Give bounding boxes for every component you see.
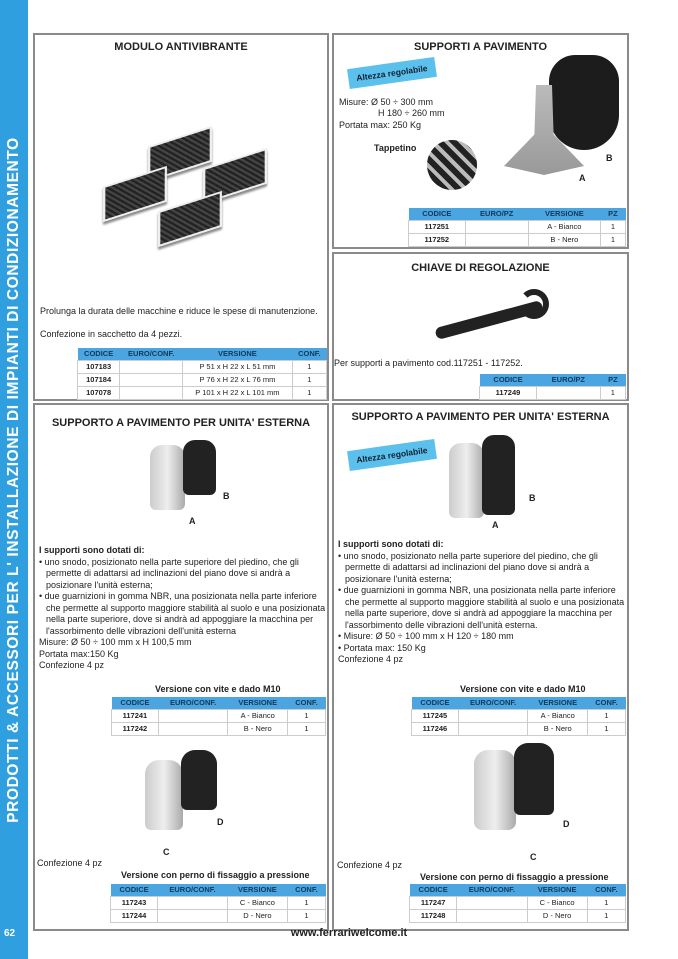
table-header-row: [410, 884, 626, 896]
column-header: VERSIONE: [528, 208, 600, 220]
table-row: [480, 386, 626, 399]
column-header: EURO/CONF.: [458, 697, 528, 709]
table-cell: 1: [600, 386, 625, 399]
support-black-image: [482, 435, 515, 515]
column-header: VERSIONE: [528, 697, 588, 709]
table-cell: 1: [292, 373, 326, 386]
panel-title: SUPPORTI A PAVIMENTO: [413, 41, 548, 53]
table-cell: A - Bianco: [228, 709, 288, 722]
table-cell: [458, 722, 528, 735]
pack-info: Confezione 4 pz: [37, 858, 103, 868]
column-header: CODICE: [111, 884, 158, 896]
column-header: EURO/CONF.: [158, 697, 228, 709]
table-cell: 1: [587, 896, 625, 909]
table-header-row: [409, 208, 626, 220]
column-header: EURO/CONF.: [120, 348, 183, 360]
table-cell: P 101 x H 22 x L 101 mm: [183, 386, 293, 399]
table-cell: 1: [292, 386, 326, 399]
table-cell: 1: [600, 233, 625, 246]
product-code: 117246: [412, 722, 459, 735]
table-row: [409, 220, 626, 233]
table-cell: 1: [587, 909, 625, 922]
pack-info: Confezione 4 pz: [337, 860, 403, 870]
product-code: 117245: [412, 709, 459, 722]
table-cell: 1: [287, 909, 325, 922]
features-intro: I supporti sono dotati di:: [338, 539, 444, 549]
table-cell: [120, 386, 183, 399]
table-cell: B - Nero: [528, 233, 600, 246]
label-a: A: [189, 516, 196, 526]
column-header: CODICE: [480, 374, 537, 386]
feature-item: • due guarnizioni in gomma NBR, una posizionata nella parte inferiore che permette al supporto maggiore stabilità al suolo e una posizionata nella parte superiore, dove si andrà ad appoggiare la macchina per l'assorbimento delle vibrazioni dell'unità esterna.: [338, 585, 625, 630]
table-row: [410, 896, 626, 909]
table-header-row: [111, 884, 326, 896]
table-cell: [457, 896, 527, 909]
adjustable-height-badge: Altezza regolabile: [347, 439, 437, 471]
column-header: CODICE: [78, 348, 120, 360]
table-row: [78, 386, 327, 399]
version-title: Versione con vite e dado M10: [460, 684, 586, 694]
product-table: [408, 208, 626, 247]
column-header: CONF.: [588, 697, 626, 709]
product-code: 117251: [409, 220, 466, 233]
pack-info: Confezione in sacchetto da 4 pezzi.: [40, 329, 183, 339]
table-cell: A - Bianco: [528, 220, 600, 233]
column-header: CODICE: [409, 208, 466, 220]
measures: Misure: Ø 50 ÷ 100 mm x H 100,5 mm: [39, 637, 192, 647]
table-row: [111, 896, 326, 909]
tappetino-detail-image: [427, 140, 477, 190]
pack-info: Confezione 4 pz: [338, 654, 404, 664]
table-cell: B - Nero: [228, 722, 288, 735]
column-header: CONF.: [288, 697, 326, 709]
table-row: [78, 360, 327, 373]
product-code: 117244: [111, 909, 158, 922]
page-number: 62: [4, 928, 16, 939]
product-code: 117241: [112, 709, 159, 722]
feature-item: • uno snodo, posizionato nella parte superiore del piedino, che gli permette di adattarsi ad inclinazioni del piano dove si andrà a posizionare l'unità esterna;: [338, 550, 598, 584]
table-cell: 1: [588, 722, 626, 735]
product-code: 117243: [111, 896, 158, 909]
table-row: [78, 373, 327, 386]
table-cell: P 51 x H 22 x L 51 mm: [183, 360, 293, 373]
label-c: C: [163, 847, 170, 857]
product-table: [110, 884, 326, 923]
product-code: 107183: [78, 360, 120, 373]
label-d: D: [217, 817, 224, 827]
label-d: D: [563, 819, 570, 829]
pack-info: Confezione 4 pz: [39, 660, 105, 670]
table-cell: 1: [292, 360, 326, 373]
table-cell: [158, 909, 228, 922]
table-cell: C - Bianco: [227, 896, 287, 909]
column-header: EURO/CONF.: [457, 884, 527, 896]
product-code: 117248: [410, 909, 457, 922]
version-title: Versione con vite e dado M10: [155, 684, 281, 694]
floor-support-black-image: [549, 55, 619, 150]
max-load: Portata max: 250 Kg: [339, 120, 422, 130]
support-white-image: [150, 445, 185, 510]
column-header: VERSIONE: [228, 697, 288, 709]
product-table: [479, 374, 626, 400]
support-white-c-image: [474, 750, 516, 830]
support-white-image: [449, 443, 484, 518]
max-load: Portata max:150 Kg: [39, 648, 119, 659]
features: [39, 545, 327, 672]
description: Per supporti a pavimento cod.117251 - 117252.: [334, 358, 523, 368]
table-header-row: [480, 374, 626, 386]
feature-item: • due guarnizioni in gomma NBR, una posizionata nella parte inferiore che permette al supporto maggiore stabilità al suolo e una posizionata nella parte superiore, dove si andrà ad appoggiare la macchina per l'assorbimento delle vibrazioni dell'unità esterna: [39, 591, 326, 636]
footer-url[interactable]: www.ferrariwelcome.it: [290, 927, 408, 939]
column-header: PZ: [600, 208, 625, 220]
table-row: [410, 909, 626, 922]
product-code: 107184: [78, 373, 120, 386]
table-cell: 1: [600, 220, 625, 233]
table-cell: A - Bianco: [528, 709, 588, 722]
product-code: 117242: [112, 722, 159, 735]
label-a: A: [492, 520, 499, 530]
column-header: VERSIONE: [527, 884, 587, 896]
column-header: CODICE: [410, 884, 457, 896]
column-header: VERSIONE: [227, 884, 287, 896]
description: Prolunga la durata delle macchine e riduce le spese di manutenzione.: [40, 306, 318, 316]
table-cell: P 76 x H 22 x L 76 mm: [183, 373, 293, 386]
features: [338, 539, 628, 666]
product-table: [111, 697, 326, 736]
table-cell: [458, 709, 528, 722]
sidebar: [0, 0, 28, 959]
column-header: CONF.: [287, 884, 325, 896]
table-cell: 1: [588, 709, 626, 722]
version-title: Versione con perno di fissaggio a pressione: [420, 872, 609, 882]
product-code: 117252: [409, 233, 466, 246]
table-row: [412, 709, 626, 722]
label-b: B: [529, 493, 536, 503]
product-code: 117249: [480, 386, 537, 399]
table-row: [112, 709, 326, 722]
column-header: CONF.: [587, 884, 625, 896]
support-black-d-image: [514, 743, 554, 815]
table-cell: 1: [288, 722, 326, 735]
table-cell: D - Nero: [527, 909, 587, 922]
column-header: VERSIONE: [183, 348, 293, 360]
product-table: [409, 884, 626, 923]
measures-height: H 180 ÷ 260 mm: [378, 108, 445, 118]
sidebar-title: PRODOTTI & ACCESSORI PER L' INSTALLAZIONE DI IMPIANTI DI CONDIZIONAMENTO: [5, 137, 22, 823]
version-title: Versione con perno di fissaggio a pressione: [121, 870, 310, 880]
table-cell: B - Nero: [528, 722, 588, 735]
column-header: CODICE: [412, 697, 459, 709]
table-row: [412, 722, 626, 735]
table-cell: D - Nero: [227, 909, 287, 922]
panel-title: SUPPORTO A PAVIMENTO PER UNITA' ESTERNA: [351, 411, 610, 423]
table-cell: 1: [287, 896, 325, 909]
column-header: CONF.: [292, 348, 326, 360]
tappetino-label: Tappetino: [374, 143, 417, 153]
panel-title: SUPPORTO A PAVIMENTO PER UNITA' ESTERNA: [51, 417, 311, 429]
label-b: B: [223, 491, 230, 501]
support-white-c-image: [145, 760, 183, 830]
product-code: 117247: [410, 896, 457, 909]
panel-supporto-unita-esterna-1: [33, 403, 329, 931]
product-table: [411, 697, 626, 736]
panel-title: MODULO ANTIVIBRANTE: [114, 41, 248, 53]
table-row: [409, 233, 626, 246]
table-cell: [158, 722, 228, 735]
max-load: • Portata max: 150 Kg: [338, 642, 426, 653]
feature-item: • uno snodo, posizionato nella parte superiore del piedino, che gli permette di adattarsi ad inclinazioni del piano dove si andrà a posizionare l'unità esterna;: [39, 556, 299, 590]
panel-modulo-antivibrante: [33, 33, 329, 401]
panel-supporti-pavimento: [332, 33, 629, 249]
table-header-row: [78, 348, 327, 360]
product-code: 107078: [78, 386, 120, 399]
table-cell: [465, 220, 528, 233]
table-header-row: [112, 697, 326, 709]
product-table: [77, 348, 327, 400]
column-header: EURO/CONF.: [158, 884, 228, 896]
label-c: C: [530, 852, 537, 862]
measures: • Misure: Ø 50 ÷ 100 mm x H 120 ÷ 180 mm: [338, 631, 514, 641]
table-cell: [158, 896, 228, 909]
table-cell: [120, 373, 183, 386]
table-cell: [457, 909, 527, 922]
measures: Misure: Ø 50 ÷ 300 mm: [339, 97, 433, 107]
panel-title: CHIAVE DI REGOLAZIONE: [411, 262, 550, 274]
panel-supporto-unita-esterna-2: [332, 403, 629, 931]
table-cell: 1: [288, 709, 326, 722]
table-row: [111, 909, 326, 922]
label-a: A: [579, 173, 586, 183]
column-header: PZ: [600, 374, 625, 386]
column-header: EURO/PZ: [465, 208, 528, 220]
support-black-d-image: [181, 750, 217, 810]
wrench-hook: [519, 289, 549, 319]
table-header-row: [412, 697, 626, 709]
adjustable-height-badge: Altezza regolabile: [347, 57, 437, 89]
label-b: B: [606, 153, 613, 163]
table-cell: C - Bianco: [527, 896, 587, 909]
support-black-image: [183, 440, 216, 495]
column-header: CODICE: [112, 697, 159, 709]
table-cell: [158, 709, 228, 722]
table-cell: [120, 360, 183, 373]
panel-chiave-regolazione: [332, 252, 629, 401]
features-intro: I supporti sono dotati di:: [39, 545, 145, 555]
column-header: EURO/PZ: [536, 374, 600, 386]
table-row: [112, 722, 326, 735]
table-cell: [465, 233, 528, 246]
table-cell: [536, 386, 600, 399]
